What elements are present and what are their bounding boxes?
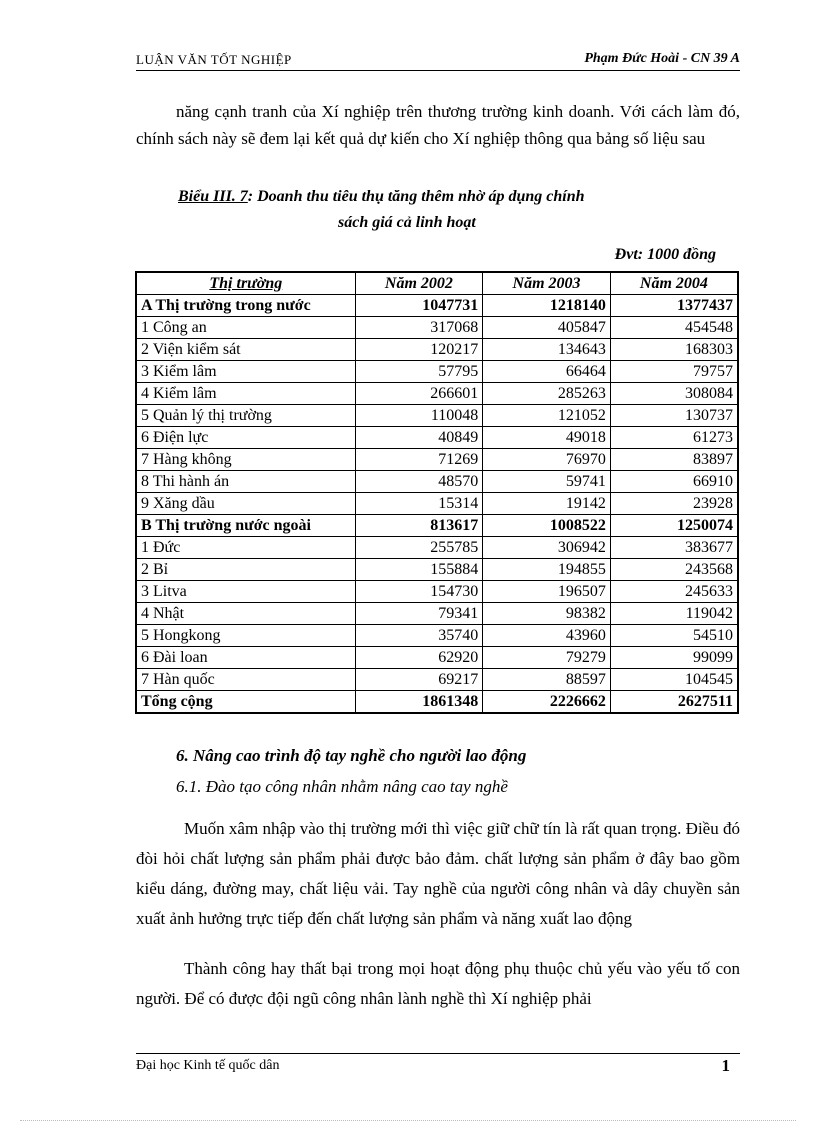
cell-2004: 454548 xyxy=(610,317,738,339)
section-6-heading: 6. Nâng cao trình độ tay nghề cho người lao động xyxy=(176,746,527,765)
cell-market: 2 Bỉ xyxy=(136,559,355,581)
column-header-market: Thị trường xyxy=(136,272,355,295)
table-row xyxy=(136,603,738,625)
cell-market: 1 Công an xyxy=(136,317,355,339)
cell-2002: 110048 xyxy=(355,405,483,427)
body-paragraph-2: Muốn xâm nhập vào thị trường mới thì việc giữ chữ tín là rất quan trọng. Điều đó đòi hỏi chất lượng sản phẩm phải được bảo đảm. chất lượng sản phẩm ở đây bao gồm kiểu dáng, đường may, chất liệu vải. Tay nghề của người công nhân và dây chuyền sản xuất ảnh hưởng trực tiếp đến chất lượng sản phẩm và năng xuất lao động xyxy=(136,819,740,928)
column-header-2003: Năm 2003 xyxy=(483,272,611,295)
cell-2003: 405847 xyxy=(483,317,611,339)
table-row xyxy=(136,515,738,537)
cell-2002: 62920 xyxy=(355,647,483,669)
header-thesis-title: LUẬN VĂN TỐT NGHIỆP xyxy=(136,52,292,67)
cell-market: B Thị trường nước ngoài xyxy=(136,515,355,537)
cell-2002: 15314 xyxy=(355,493,483,515)
cell-2002: 57795 xyxy=(355,361,483,383)
cell-2002: 813617 xyxy=(355,515,483,537)
cell-2003: 121052 xyxy=(483,405,611,427)
table-caption-label: Biểu III. 7 xyxy=(178,188,248,205)
cell-market: 3 Litva xyxy=(136,581,355,603)
cell-2004: 99099 xyxy=(610,647,738,669)
cell-market: 4 Nhật xyxy=(136,603,355,625)
cell-market: 7 Hàng không xyxy=(136,449,355,471)
table-body xyxy=(136,295,738,714)
cell-2003: 79279 xyxy=(483,647,611,669)
intro-paragraph: năng cạnh tranh của Xí nghiệp trên thương trường kinh doanh. Với cách làm đó, chính sách này sẽ đem lại kết quả dự kiến cho Xí nghiệp thông qua bảng số liệu sau xyxy=(136,102,740,148)
cell-market: 2 Viện kiểm sát xyxy=(136,339,355,361)
table-row xyxy=(136,471,738,493)
cell-2003: 19142 xyxy=(483,493,611,515)
cell-2004: 119042 xyxy=(610,603,738,625)
cell-2004: 245633 xyxy=(610,581,738,603)
table-row xyxy=(136,405,738,427)
column-header-2002: Năm 2002 xyxy=(355,272,483,295)
cell-market: A Thị trường trong nước xyxy=(136,295,355,317)
cell-market: 8 Thi hành án xyxy=(136,471,355,493)
table-caption-line1 xyxy=(178,188,585,206)
revenue-table xyxy=(135,271,739,714)
table-row xyxy=(136,669,738,691)
cell-2003: 306942 xyxy=(483,537,611,559)
cell-market: 5 Quản lý thị trường xyxy=(136,405,355,427)
cell-2002: 1047731 xyxy=(355,295,483,317)
cell-2003: 49018 xyxy=(483,427,611,449)
table-row xyxy=(136,427,738,449)
cell-2004: 83897 xyxy=(610,449,738,471)
cell-2003: 134643 xyxy=(483,339,611,361)
table-row xyxy=(136,559,738,581)
cell-2004: 383677 xyxy=(610,537,738,559)
table-caption-text: : Doanh thu tiêu thụ tăng thêm nhờ áp dụng chính xyxy=(247,188,585,205)
table-row xyxy=(136,493,738,515)
cell-2002: 154730 xyxy=(355,581,483,603)
cell-2002: 255785 xyxy=(355,537,483,559)
cell-2002: 71269 xyxy=(355,449,483,471)
cell-2002: 120217 xyxy=(355,339,483,361)
cell-2004: 168303 xyxy=(610,339,738,361)
cell-market: 4 Kiểm lâm xyxy=(136,383,355,405)
table-caption-line2: sách giá cả linh hoạt xyxy=(338,214,476,231)
cell-market: 7 Hàn quốc xyxy=(136,669,355,691)
cell-2002: 155884 xyxy=(355,559,483,581)
cell-2004: 54510 xyxy=(610,625,738,647)
cell-2003: 196507 xyxy=(483,581,611,603)
table-row xyxy=(136,383,738,405)
cell-2003: 194855 xyxy=(483,559,611,581)
cell-2004: 1250074 xyxy=(610,515,738,537)
cell-2004: 66910 xyxy=(610,471,738,493)
cell-market: 3 Kiểm lâm xyxy=(136,361,355,383)
bottom-dotted-line xyxy=(20,1120,796,1121)
cell-2002: 79341 xyxy=(355,603,483,625)
table-row xyxy=(136,537,738,559)
body-paragraph-3: Thành công hay thất bại trong mọi hoạt động phụ thuộc chủ yếu vào yếu tố con người. Để có được đội ngũ công nhân lành nghề thì Xí nghiệp phải xyxy=(136,959,740,1008)
table-row xyxy=(136,691,738,714)
table-row xyxy=(136,295,738,317)
cell-2002: 1861348 xyxy=(355,691,483,714)
table-row xyxy=(136,647,738,669)
table-row xyxy=(136,581,738,603)
cell-2004: 308084 xyxy=(610,383,738,405)
cell-market: 9 Xăng dầu xyxy=(136,493,355,515)
cell-2003: 98382 xyxy=(483,603,611,625)
cell-2002: 40849 xyxy=(355,427,483,449)
cell-2002: 266601 xyxy=(355,383,483,405)
cell-2003: 1218140 xyxy=(483,295,611,317)
cell-2002: 35740 xyxy=(355,625,483,647)
cell-2003: 66464 xyxy=(483,361,611,383)
cell-2004: 2627511 xyxy=(610,691,738,714)
cell-market: Tổng cộng xyxy=(136,691,355,714)
table-row xyxy=(136,625,738,647)
table-row xyxy=(136,361,738,383)
cell-2004: 79757 xyxy=(610,361,738,383)
page-number: 1 xyxy=(721,1056,730,1075)
cell-2003: 285263 xyxy=(483,383,611,405)
page-footer xyxy=(136,1053,740,1075)
cell-market: 1 Đức xyxy=(136,537,355,559)
column-header-2004: Năm 2004 xyxy=(610,272,738,295)
cell-2004: 130737 xyxy=(610,405,738,427)
header-author: Phạm Đức Hoài - CN 39 A xyxy=(584,51,740,66)
cell-market: 6 Điện lực xyxy=(136,427,355,449)
cell-2004: 23928 xyxy=(610,493,738,515)
cell-2004: 104545 xyxy=(610,669,738,691)
cell-2003: 43960 xyxy=(483,625,611,647)
cell-2004: 1377437 xyxy=(610,295,738,317)
section-6-1-heading: 6.1. Đào tạo công nhân nhằm nâng cao tay nghề xyxy=(176,777,508,796)
cell-2002: 317068 xyxy=(355,317,483,339)
cell-2003: 59741 xyxy=(483,471,611,493)
cell-2003: 2226662 xyxy=(483,691,611,714)
cell-market: 6 Đài loan xyxy=(136,647,355,669)
cell-2003: 88597 xyxy=(483,669,611,691)
page-header xyxy=(136,50,740,71)
footer-university: Đại học Kinh tế quốc dân xyxy=(136,1058,280,1073)
unit-label: Đvt: 1000 đồng xyxy=(614,246,716,263)
cell-2002: 69217 xyxy=(355,669,483,691)
cell-2004: 243568 xyxy=(610,559,738,581)
cell-2003: 76970 xyxy=(483,449,611,471)
table-row xyxy=(136,339,738,361)
cell-2003: 1008522 xyxy=(483,515,611,537)
table-header-row xyxy=(136,272,738,295)
cell-2002: 48570 xyxy=(355,471,483,493)
cell-2004: 61273 xyxy=(610,427,738,449)
cell-market: 5 Hongkong xyxy=(136,625,355,647)
table-row xyxy=(136,317,738,339)
table-row xyxy=(136,449,738,471)
